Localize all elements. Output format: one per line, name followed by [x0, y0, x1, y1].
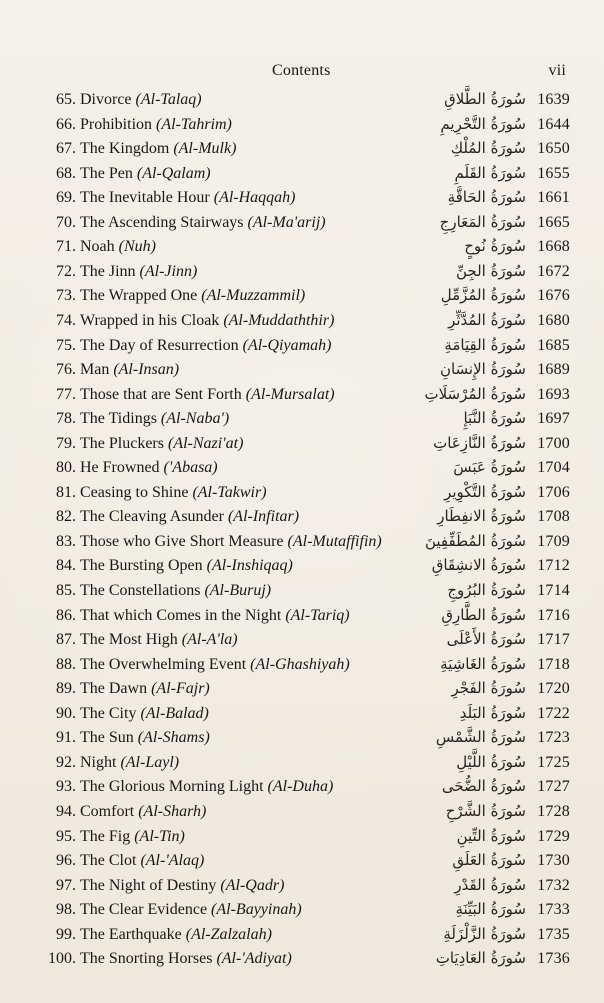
entry-page-number: 1689	[537, 361, 570, 379]
contents-entry	[0, 263, 604, 287]
entry-transliteration: (Al-'Adiyat)	[216, 950, 292, 968]
entry-arabic-title: سُورَةُ القِيَامَةِ	[444, 335, 526, 354]
entry-number: 91.	[56, 729, 76, 747]
entry-title	[80, 778, 333, 796]
entry-title	[80, 803, 206, 821]
contents-entry	[0, 877, 604, 901]
entry-english-title: Comfort	[80, 802, 135, 820]
entry-arabic-title: سُورَةُ التَّحْرِيمِ	[440, 114, 526, 133]
contents-entry	[0, 926, 604, 950]
entry-english-title: The Clot	[80, 852, 137, 870]
entry-page-number: 1672	[537, 262, 570, 280]
entry-english-title: The Fig	[80, 827, 131, 845]
contents-entry	[0, 803, 604, 827]
entry-transliteration: (Al-Bayyinah)	[211, 901, 302, 919]
entry-title	[80, 410, 229, 428]
entry-page-number: 1685	[537, 336, 570, 354]
entry-transliteration: (Al-Duha)	[267, 778, 334, 796]
entry-arabic-title: سُورَةُ الفَجْرِ	[451, 679, 526, 698]
entry-page-number: 1733	[537, 901, 570, 919]
entry-english-title: The Day of Resurrection	[80, 336, 239, 354]
entry-title	[80, 852, 204, 870]
entry-title	[80, 386, 335, 404]
entry-english-title: The Night of Destiny	[80, 876, 217, 894]
entry-english-title: Noah	[80, 238, 115, 256]
entry-english-title: The Clear Evidence	[80, 901, 208, 919]
entry-page-number: 1718	[537, 655, 570, 673]
entry-transliteration: (Al-Tariq)	[285, 606, 350, 624]
entry-arabic-title: سُورَةُ الانشِقَاقِ	[431, 556, 526, 575]
entry-number: 79.	[56, 434, 76, 452]
entry-number: 78.	[56, 410, 76, 428]
entry-title	[80, 312, 334, 330]
entry-english-title: The Bursting Open	[80, 557, 203, 575]
entry-arabic-title: سُورَةُ الحَاقَّةِ	[447, 188, 526, 207]
entry-title	[80, 607, 350, 625]
entry-english-title: The Overwhelming Event	[80, 655, 247, 673]
entry-transliteration: (Al-Layl)	[120, 753, 180, 771]
contents-entry	[0, 631, 604, 655]
entry-number: 68.	[56, 164, 76, 182]
entry-arabic-title: سُورَةُ الجِنِّ	[455, 261, 526, 280]
contents-entry	[0, 484, 604, 508]
contents-entry	[0, 312, 604, 336]
entry-number: 77.	[56, 385, 76, 403]
entry-number: 72.	[56, 262, 76, 280]
entry-number: 82.	[56, 508, 76, 526]
entry-arabic-title: سُورَةُ القَلَمِ	[454, 163, 526, 182]
entry-transliteration: (Al-Talaq)	[135, 91, 202, 108]
entry-number: 87.	[56, 631, 76, 649]
contents-entry	[0, 116, 604, 140]
entry-arabic-title: سُورَةُ المُدَّثِّرِ	[448, 310, 526, 329]
entry-arabic-title: سُورَةُ المَعَارِجِ	[439, 212, 526, 231]
entry-number: 90.	[56, 704, 76, 722]
entry-arabic-title: سُورَةُ الإِنسَانِ	[439, 360, 526, 379]
entry-title	[80, 582, 271, 600]
entry-number: 84.	[56, 557, 76, 575]
entry-arabic-title: سُورَةُ النَّبَإِ	[463, 409, 526, 428]
entry-number: 67.	[56, 140, 76, 158]
entry-english-title: Those that are Sent Forth	[80, 385, 242, 403]
entry-number: 81.	[56, 483, 76, 501]
contents-entry	[0, 214, 604, 238]
entry-page-number: 1716	[537, 606, 570, 624]
entry-number: 83.	[56, 532, 76, 550]
entry-number: 89.	[56, 680, 76, 698]
entry-arabic-title: سُورَةُ الطَّلاقِ	[444, 90, 526, 108]
entry-number: 74.	[56, 311, 76, 329]
entry-transliteration: (Al-Qadr)	[220, 876, 285, 894]
entry-title	[80, 140, 236, 158]
entry-english-title: Prohibition	[80, 115, 153, 133]
contents-entry	[0, 410, 604, 434]
entry-page-number: 1700	[537, 434, 570, 452]
entry-transliteration: (Al-Haqqah)	[213, 189, 296, 207]
entry-page-number: 1708	[537, 508, 570, 526]
entry-arabic-title: سُورَةُ الشَّمْسِ	[435, 728, 526, 747]
entry-page-number: 1723	[537, 729, 570, 747]
entry-arabic-title: سُورَةُ التَّكْوِيرِ	[444, 482, 526, 501]
entry-english-title: The Pluckers	[80, 434, 164, 452]
entry-arabic-title: سُورَةُ الشَّرْحِ	[445, 801, 526, 820]
contents-entry	[0, 165, 604, 189]
entry-page-number: 1680	[537, 311, 570, 329]
entry-transliteration: (Al-Buruj)	[204, 582, 272, 599]
entry-number: 98.	[56, 901, 76, 919]
entry-page-number: 1668	[537, 238, 570, 256]
contents-entry	[0, 361, 604, 385]
entry-number: 85.	[56, 582, 76, 599]
page-title: Contents	[272, 62, 331, 79]
entry-arabic-title: سُورَةُ الأَعْلَى	[446, 630, 526, 649]
entry-arabic-title: سُورَةُ عَبَسَ	[453, 458, 526, 477]
entry-page-number: 1736	[537, 950, 570, 968]
entry-number: 94.	[56, 802, 76, 820]
contents-entry	[0, 337, 604, 361]
entry-english-title: The Ascending Stairways	[80, 213, 244, 231]
contents-entry	[0, 778, 604, 802]
entry-title	[80, 557, 293, 575]
contents-entry	[0, 656, 604, 680]
entry-page-number: 1725	[537, 753, 570, 771]
entry-english-title: Divorce	[80, 91, 132, 108]
entry-title	[80, 435, 243, 453]
entry-english-title: The Dawn	[80, 680, 148, 698]
entry-number: 75.	[56, 336, 76, 354]
entry-page-number: 1729	[537, 827, 570, 845]
entry-english-title: Wrapped in his Cloak	[80, 311, 220, 329]
entry-number: 92.	[56, 753, 76, 771]
entry-transliteration: (Al-Takwir)	[192, 483, 267, 501]
entry-arabic-title: سُورَةُ المُرْسَلَاتِ	[424, 384, 526, 403]
entry-arabic-title: سُورَةُ البَلَدِ	[459, 703, 526, 722]
contents-entry	[0, 238, 604, 262]
entry-title	[80, 238, 156, 256]
contents-entry	[0, 582, 604, 606]
entry-english-title: The Jinn	[80, 262, 136, 280]
entry-page-number: 1717	[537, 631, 570, 649]
entry-title	[80, 729, 210, 747]
entry-transliteration: (Al-Zalzalah)	[185, 925, 272, 943]
entry-number: 76.	[56, 361, 76, 379]
entry-transliteration: (Al-Muddaththir)	[223, 311, 335, 329]
contents-entry	[0, 386, 604, 410]
entry-number: 99.	[56, 925, 76, 943]
contents-entry	[0, 901, 604, 925]
entry-page-number: 1655	[537, 164, 570, 182]
entry-title	[80, 533, 382, 551]
entry-page-number: 1639	[537, 91, 570, 108]
entry-title	[80, 508, 299, 526]
entry-title	[80, 116, 232, 134]
entry-page-number: 1644	[537, 115, 570, 133]
entry-english-title: The Wrapped One	[80, 287, 198, 305]
entry-english-title: The City	[80, 704, 137, 722]
entry-transliteration: (Nuh)	[118, 238, 156, 256]
entry-number: 93.	[56, 778, 76, 796]
entry-english-title: The Snorting Horses	[80, 950, 213, 968]
entry-english-title: He Frowned	[80, 459, 160, 477]
entry-english-title: The Cleaving Asunder	[80, 508, 224, 526]
entry-transliteration: (Al-Nazi'at)	[167, 434, 244, 452]
entry-page-number: 1665	[537, 213, 570, 231]
entry-arabic-title: سُورَةُ العَلَقِ	[452, 851, 526, 870]
entry-page-number: 1693	[537, 385, 570, 403]
entry-page-number: 1712	[537, 557, 570, 575]
entry-number: 80.	[56, 459, 76, 477]
entry-transliteration: (Al-Tahrim)	[156, 115, 232, 133]
entry-english-title: The Inevitable Hour	[80, 189, 210, 207]
entry-title	[80, 361, 179, 379]
entry-number: 70.	[56, 213, 76, 231]
entry-title	[80, 263, 197, 281]
entry-page-number: 1720	[537, 680, 570, 698]
entry-transliteration: (Al-Mulk)	[173, 140, 237, 158]
entry-title	[80, 189, 296, 207]
entry-title	[80, 484, 267, 502]
entry-title	[80, 91, 202, 109]
entry-transliteration: (Al-Mursalat)	[245, 385, 335, 403]
entry-number: 65.	[56, 91, 76, 108]
entry-number: 97.	[56, 876, 76, 894]
entry-page-number: 1676	[537, 287, 570, 305]
entry-page-number: 1704	[537, 459, 570, 477]
entry-transliteration: (Al-Inshiqaq)	[206, 557, 293, 575]
entry-english-title: The Tidings	[80, 410, 157, 428]
entry-title	[80, 165, 211, 183]
entry-arabic-title: سُورَةُ البُرُوجِ	[447, 581, 526, 599]
page-number-label: vii	[548, 62, 566, 79]
entry-arabic-title: سُورَةُ المُطَفِّفِينَ	[424, 531, 526, 550]
entry-page-number: 1722	[537, 704, 570, 722]
entry-transliteration: (Al-Infitar)	[227, 508, 300, 526]
entry-arabic-title: سُورَةُ الغَاشِيَةِ	[440, 654, 526, 673]
entry-page-number: 1697	[537, 410, 570, 428]
entry-number: 100.	[48, 950, 76, 968]
entry-transliteration: (Al-Ghashiyah)	[250, 655, 350, 673]
entry-title	[80, 656, 350, 674]
entry-page-number: 1661	[537, 189, 570, 207]
entry-transliteration: (Al-Muzzammil)	[201, 287, 306, 305]
contents-entry	[0, 754, 604, 778]
contents-entry	[0, 287, 604, 311]
entry-arabic-title: سُورَةُ العَادِيَاتِ	[435, 949, 526, 968]
contents-entry	[0, 533, 604, 557]
contents-entry	[0, 607, 604, 631]
entry-title	[80, 950, 292, 968]
entry-english-title: Ceasing to Shine	[80, 483, 189, 501]
entry-title	[80, 459, 218, 477]
entry-title	[80, 705, 209, 723]
entry-title	[80, 901, 302, 919]
entry-english-title: Those who Give Short Measure	[80, 532, 284, 550]
entry-page-number: 1730	[537, 852, 570, 870]
entry-title	[80, 828, 185, 846]
entry-transliteration: (Al-Ma'arij)	[247, 213, 326, 231]
contents-entry	[0, 459, 604, 483]
contents-entry	[0, 91, 604, 115]
entry-arabic-title: سُورَةُ القَدْرِ	[454, 875, 526, 894]
entry-title	[80, 337, 331, 355]
entry-transliteration: (Al-Qiyamah)	[242, 336, 332, 354]
entry-number: 95.	[56, 827, 76, 845]
entry-english-title: The Most High	[80, 631, 178, 649]
contents-entry	[0, 705, 604, 729]
entry-title	[80, 680, 210, 698]
contents-entry	[0, 950, 604, 974]
entry-transliteration: (Al-Balad)	[140, 704, 209, 722]
contents-entry	[0, 729, 604, 753]
entry-transliteration: (Al-'Alaq)	[140, 852, 205, 870]
entry-transliteration: (Al-Sharh)	[138, 802, 207, 820]
entry-english-title: The Sun	[80, 729, 134, 747]
entry-arabic-title: سُورَةُ الضُّحَى	[441, 777, 526, 796]
contents-entry	[0, 828, 604, 852]
entry-page-number: 1714	[537, 582, 570, 599]
entry-english-title: That which Comes in the Night	[80, 606, 282, 624]
entry-page-number: 1732	[537, 876, 570, 894]
entry-title	[80, 754, 179, 772]
entry-arabic-title: سُورَةُ اللَّيْلِ	[456, 752, 526, 771]
entry-page-number: 1650	[537, 140, 570, 158]
entry-number: 88.	[56, 655, 76, 673]
entry-transliteration: ('Abasa)	[163, 459, 218, 477]
entry-page-number: 1728	[537, 802, 570, 820]
entry-arabic-title: سُورَةُ التِّينِ	[456, 826, 526, 845]
entry-arabic-title: سُورَةُ الانفِطَارِ	[437, 507, 526, 526]
entry-arabic-title: سُورَةُ النَّازِعَاتِ	[433, 433, 526, 452]
entry-english-title: The Glorious Morning Light	[80, 778, 264, 796]
contents-entry	[0, 680, 604, 704]
entry-number: 66.	[56, 115, 76, 133]
contents-entry	[0, 189, 604, 213]
entry-transliteration: (Al-Qalam)	[136, 164, 211, 182]
entry-title	[80, 287, 305, 305]
contents-entry	[0, 140, 604, 164]
entry-arabic-title: سُورَةُ الزَّلْزَلَةِ	[443, 924, 526, 943]
entry-page-number: 1706	[537, 483, 570, 501]
contents-entry	[0, 508, 604, 532]
entry-arabic-title: سُورَةُ نُوحٍ	[464, 237, 526, 256]
contents-entry	[0, 435, 604, 459]
entry-arabic-title: سُورَةُ المُزَّمِّلِ	[440, 286, 526, 305]
entry-english-title: Night	[80, 753, 117, 771]
entry-number: 69.	[56, 189, 76, 207]
entry-arabic-title: سُورَةُ المُلْكِ	[450, 139, 526, 158]
entry-english-title: The Kingdom	[80, 140, 170, 158]
entry-transliteration: (Al-Mutaffifin)	[287, 532, 382, 550]
entry-arabic-title: سُورَةُ البَيِّنَةِ	[455, 900, 526, 919]
entry-title	[80, 877, 284, 895]
entry-transliteration: (Al-Fajr)	[151, 680, 210, 698]
entry-number: 71.	[56, 238, 76, 256]
entry-transliteration: (Al-A'la)	[181, 631, 238, 649]
entry-transliteration: (Al-Tin)	[134, 827, 185, 845]
contents-entry	[0, 852, 604, 876]
entry-transliteration: (Al-Jinn)	[139, 262, 198, 280]
entry-page-number: 1727	[537, 778, 570, 796]
entry-english-title: Man	[80, 361, 110, 379]
entry-english-title: The Constellations	[80, 582, 201, 599]
entry-number: 86.	[56, 606, 76, 624]
entry-transliteration: (Al-Naba')	[160, 410, 230, 428]
entry-title	[80, 631, 238, 649]
entry-english-title: The Pen	[80, 164, 133, 182]
entry-title	[80, 214, 326, 232]
entry-transliteration: (Al-Shams)	[137, 729, 210, 747]
entry-title	[80, 926, 272, 944]
entry-number: 96.	[56, 852, 76, 870]
entry-page-number: 1735	[537, 925, 570, 943]
entry-transliteration: (Al-Insan)	[113, 361, 180, 379]
page-header	[0, 62, 604, 86]
contents-entry	[0, 557, 604, 581]
entry-english-title: The Earthquake	[80, 925, 182, 943]
entry-number: 73.	[56, 287, 76, 305]
entry-arabic-title: سُورَةُ الطَّارِقِ	[441, 605, 526, 624]
entry-page-number: 1709	[537, 532, 570, 550]
